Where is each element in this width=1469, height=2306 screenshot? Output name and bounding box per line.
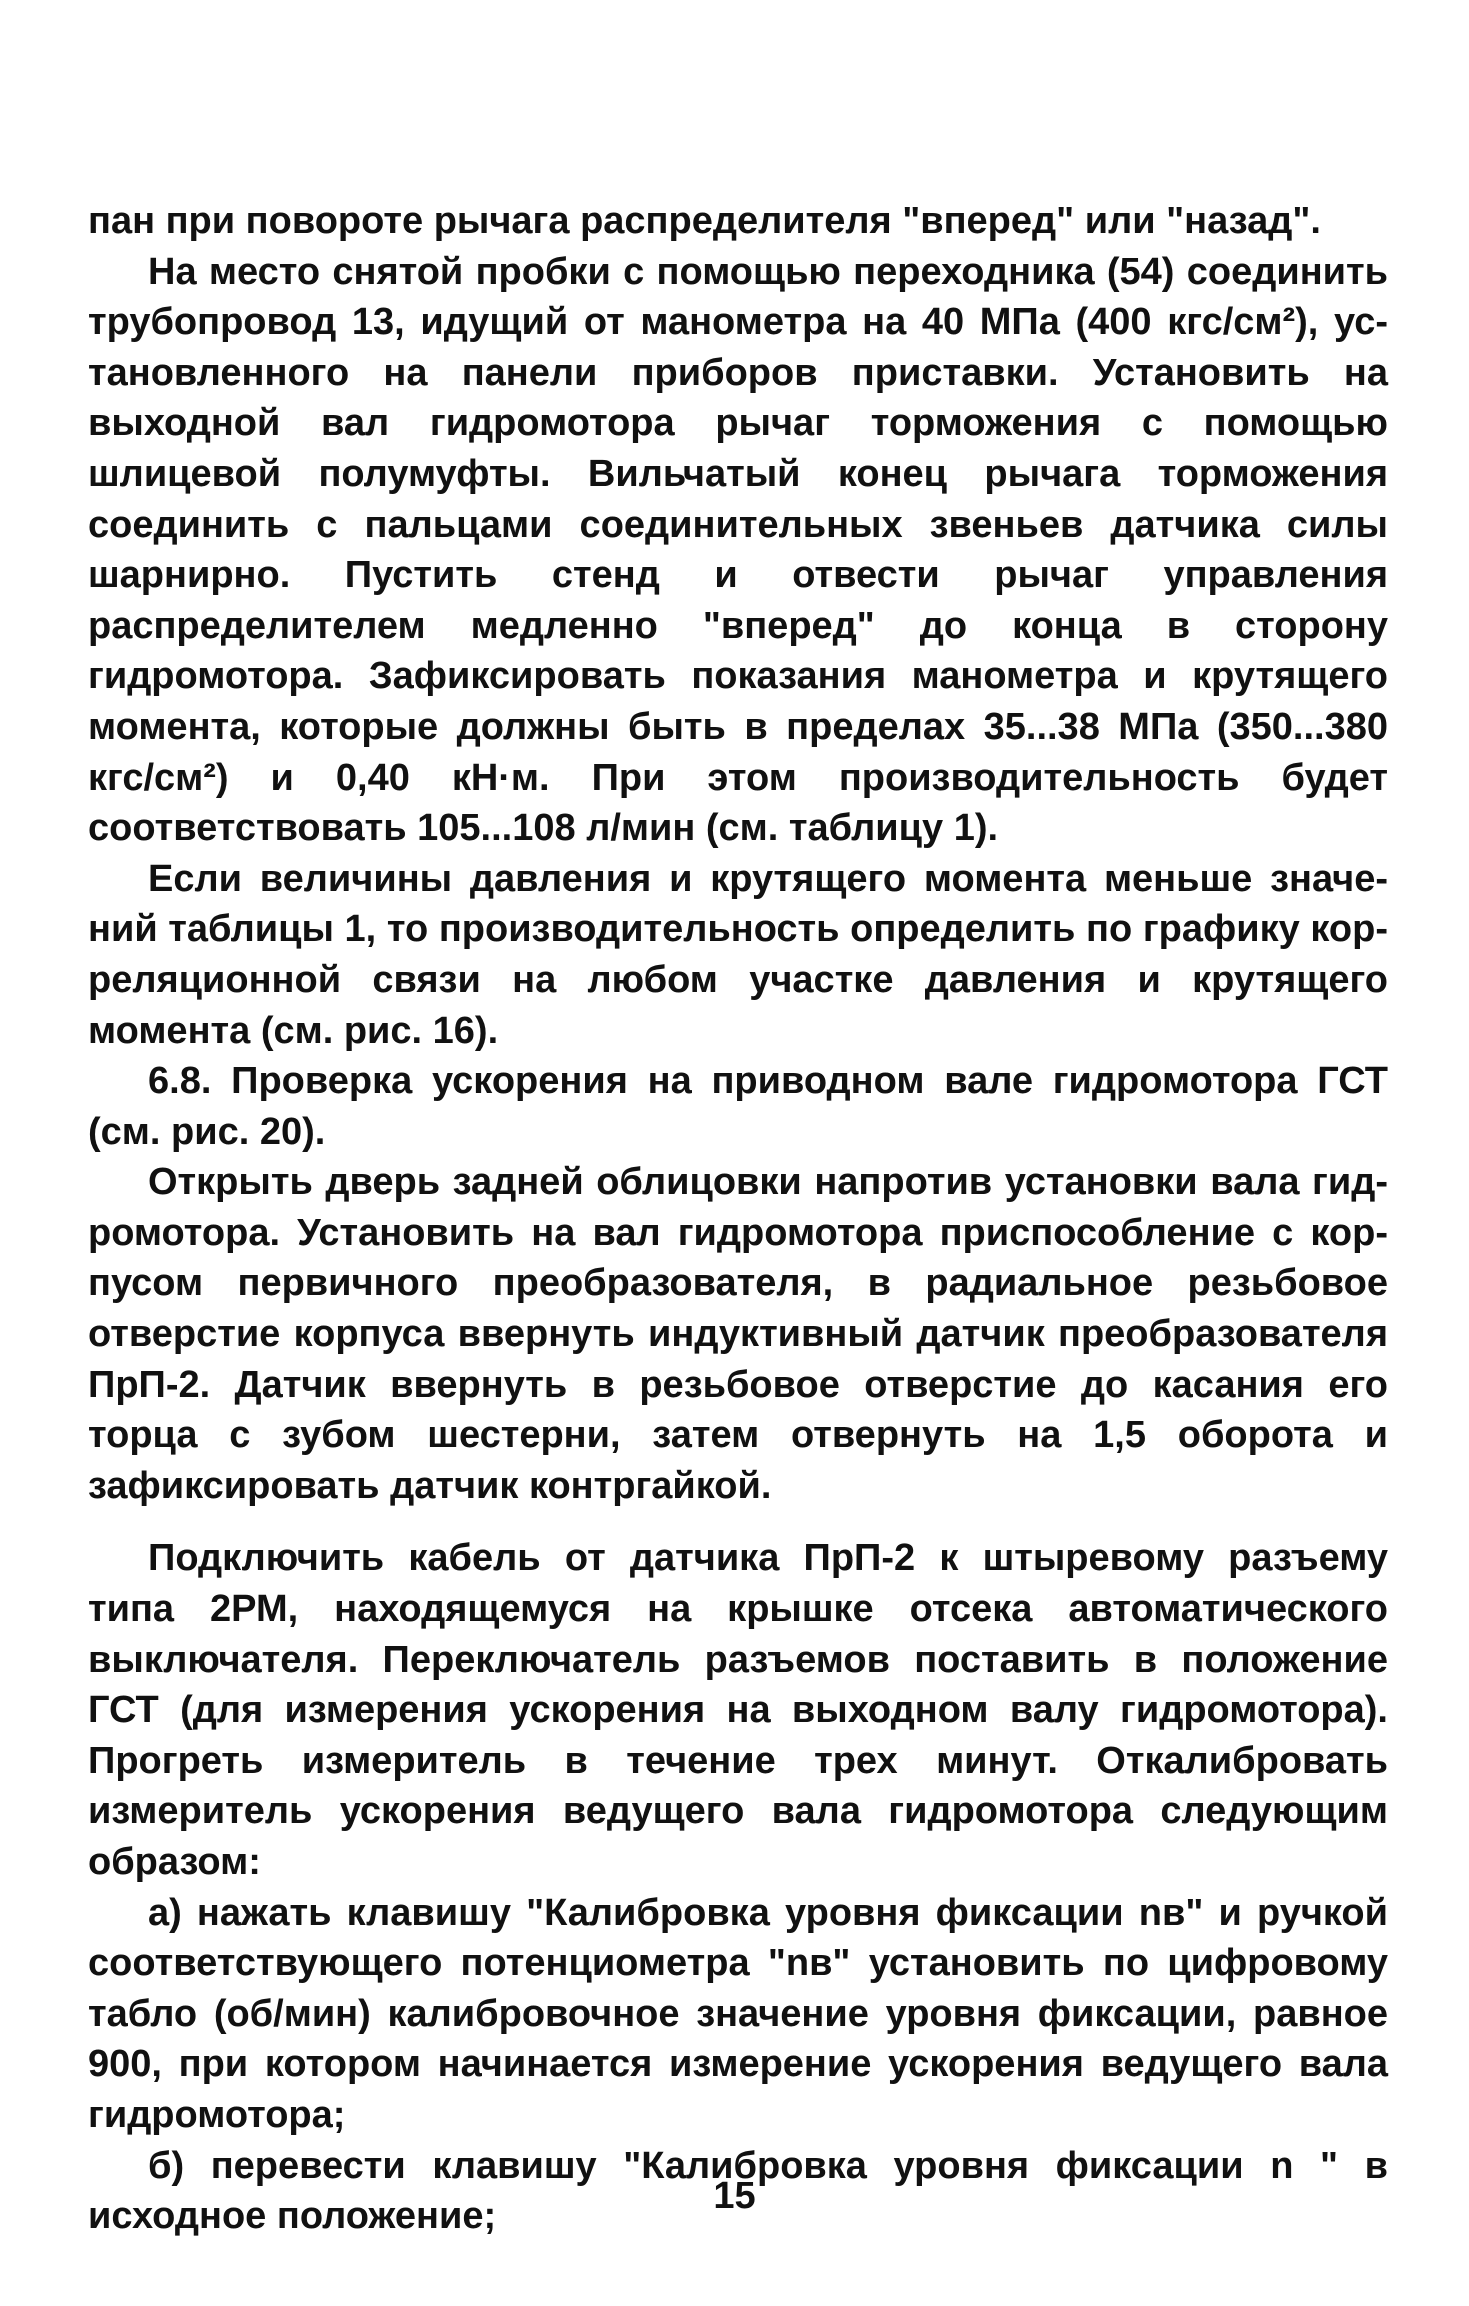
paragraph-continuation: пан при повороте рычага распределителя "вперед" или "назад". — [88, 200, 1321, 242]
paragraph-correlation: Если величины давления и крутящего момента меньше значений таблицы 1, то производительность определить по графику корреляционной связи на любом участке давления и крутящего момента (см. рис. 16). — [88, 857, 1388, 1052]
paragraph-pressure-test: На место снятой пробки с помощью переходника (54) соединить трубопровод 13, идущий от манометра на 40 МПа (400 кгс/см²), установленного на панели приборов приставки. Установить на выходной вал гидромотора рычаг торможения с помощью шлицевой полумуфты. Вильчатый конец рычага торможения соединить с пальцами соединительных звеньев датчика силы шарнирно. Пустить стенд и отвести рычаг управления распределителем медленно "вперед" до конца в сторону гидромотора. Зафиксировать показания манометра и крутящего момента, которые должны быть в пределах 35...38 МПа (350...380 кгс/см²) и 0,40 кН·м. При этом производительность будет соответствовать 105...108 л/мин (см. таблицу 1). — [88, 250, 1388, 850]
paragraph-sensor-install: Открыть дверь задней облицовки напротив установки вала гидромотора. Установить на вал гидромотора приспособление с корпусом первичного преобразователя, в радиальное резьбовое отверстие корпуса ввернуть индуктивный датчик преобразователя ПрП-2. Датчик ввернуть в резьбовое отверстие до касания его торца с зубом шестерни, затем отвернуть на 1,5 оборота и зафиксировать датчик контргайкой. — [88, 1161, 1388, 1507]
page-number: 15 — [713, 2175, 756, 2217]
paragraph-cable-connect: Подключить кабель от датчика ПрП-2 к штыревому разъему типа 2РМ, находящемуся на крышке отсека автоматического выключателя. Переключатель разъемов поставить в положение ГСТ (для измерения ускорения на выходном валу гидромотора). Прогреть измеритель в течение трех минут. Откалибровать измеритель ускорения ведущего вала гидромотора следующим образом: — [88, 1537, 1388, 1883]
page-body — [88, 196, 1388, 2242]
section-heading-6-8: 6.8. Проверка ускорения на приводном вале гидромотора ГСТ (см. рис. 20). — [88, 1060, 1388, 1153]
list-item-b: б) перевести клавишу "Калибровка уровня фиксации n " в исходное положение; — [88, 2144, 1388, 2238]
list-item-a: а) нажать клавишу "Калибровка уровня фиксации nв" и ручкой соответствующего потенциометра "nв" установить по цифровому табло (об/мин) калибровочное значение уровня фиксации, равное 900, при котором начинается измерение ускорения ведущего вала гидромотора; — [88, 1891, 1388, 2136]
